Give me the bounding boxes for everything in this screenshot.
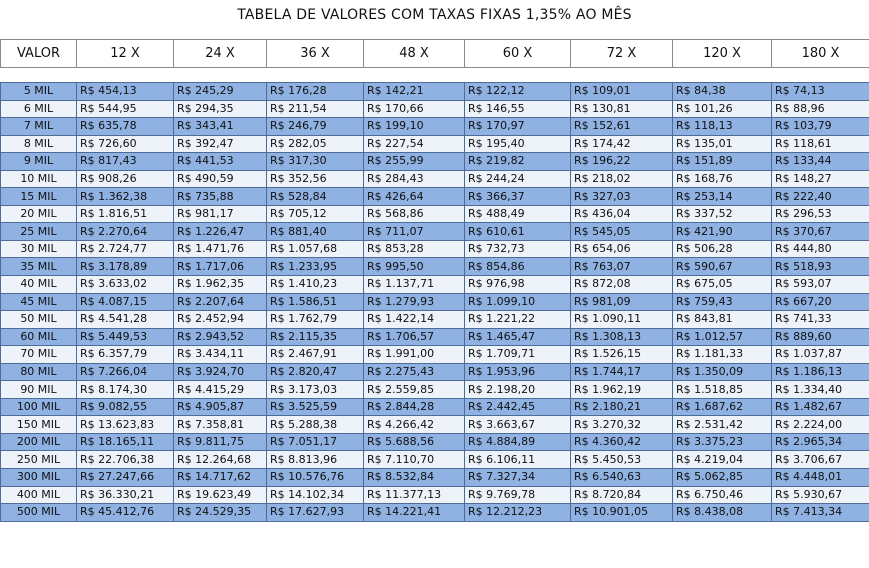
installment-cell: R$ 88,96 [772,100,869,118]
installment-cell: R$ 22.706,38 [77,451,174,469]
installment-cell: R$ 148,27 [772,170,869,188]
installment-cell: R$ 133,44 [772,153,869,171]
installment-cell: R$ 101,26 [673,100,772,118]
installment-cell: R$ 146,55 [465,100,571,118]
installment-cell: R$ 3.375,23 [673,433,772,451]
table-row [1,328,869,346]
installment-cell: R$ 454,13 [77,83,174,101]
installment-cell: R$ 1.744,17 [571,363,673,381]
installment-cell: R$ 667,20 [772,293,869,311]
installment-cell: R$ 426,64 [364,188,465,206]
installment-cell: R$ 7.358,81 [174,416,267,434]
installment-cell: R$ 4.905,87 [174,398,267,416]
installment-cell: R$ 889,60 [772,328,869,346]
installment-cell: R$ 3.663,67 [465,416,571,434]
installment-cell: R$ 4.884,89 [465,433,571,451]
header-120x: 120 X [673,40,772,68]
installment-cell: R$ 1.762,79 [267,311,364,329]
installment-cell: R$ 246,79 [267,118,364,136]
table-header [1,40,869,68]
installment-cell: R$ 12.212,23 [465,504,571,522]
table-row [1,311,869,329]
installment-cell: R$ 244,24 [465,170,571,188]
installment-cell: R$ 12.264,68 [174,451,267,469]
installment-cell: R$ 7.413,34 [772,504,869,522]
installment-cell: R$ 253,14 [673,188,772,206]
installment-cell: R$ 18.165,11 [77,433,174,451]
installment-cell: R$ 5.688,56 [364,433,465,451]
installment-cell: R$ 10.576,76 [267,469,364,487]
installment-cell: R$ 343,41 [174,118,267,136]
installment-cell: R$ 635,78 [77,118,174,136]
installment-cell: R$ 8.174,30 [77,381,174,399]
installment-cell: R$ 1.186,13 [772,363,869,381]
installment-cell: R$ 1.137,71 [364,276,465,294]
installment-cell: R$ 1.279,93 [364,293,465,311]
installment-cell: R$ 6.357,79 [77,346,174,364]
installment-cell: R$ 4.087,15 [77,293,174,311]
installment-cell: R$ 1.099,10 [465,293,571,311]
table-row [1,205,869,223]
installment-cell: R$ 1.482,67 [772,398,869,416]
installment-cell: R$ 6.540,63 [571,469,673,487]
installment-cell: R$ 282,05 [267,135,364,153]
table-row [1,469,869,487]
header-48x: 48 X [364,40,465,68]
installment-cell: R$ 8.813,96 [267,451,364,469]
installment-cell: R$ 2.198,20 [465,381,571,399]
header-24x: 24 X [174,40,267,68]
valor-cell: 50 MIL [1,311,77,329]
installment-cell: R$ 2.965,34 [772,433,869,451]
installment-cell: R$ 19.623,49 [174,486,267,504]
header-60x: 60 X [465,40,571,68]
valor-cell: 250 MIL [1,451,77,469]
installment-cell: R$ 4.541,28 [77,311,174,329]
installment-cell: R$ 881,40 [267,223,364,241]
installment-cell: R$ 74,13 [772,83,869,101]
installment-cell: R$ 817,43 [77,153,174,171]
table-row [1,170,869,188]
installment-cell: R$ 3.270,32 [571,416,673,434]
installment-cell: R$ 981,09 [571,293,673,311]
installment-cell: R$ 1.221,22 [465,311,571,329]
table-row [1,504,869,522]
installment-cell: R$ 1.518,85 [673,381,772,399]
installment-cell: R$ 2.270,64 [77,223,174,241]
installment-cell: R$ 1.706,57 [364,328,465,346]
valor-cell: 400 MIL [1,486,77,504]
installment-cell: R$ 7.266,04 [77,363,174,381]
installment-cell: R$ 4.219,04 [673,451,772,469]
installment-cell: R$ 109,01 [571,83,673,101]
installment-cell: R$ 726,60 [77,135,174,153]
installment-cell: R$ 2.452,94 [174,311,267,329]
installment-cell: R$ 284,43 [364,170,465,188]
installment-cell: R$ 366,37 [465,188,571,206]
installment-cell: R$ 995,50 [364,258,465,276]
installment-cell: R$ 176,28 [267,83,364,101]
valor-cell: 6 MIL [1,100,77,118]
table-body [1,83,869,522]
installment-cell: R$ 1.526,15 [571,346,673,364]
installment-cell: R$ 142,21 [364,83,465,101]
header-180x: 180 X [772,40,869,68]
installment-cell: R$ 245,29 [174,83,267,101]
header-12x: 12 X [77,40,174,68]
installment-cell: R$ 337,52 [673,205,772,223]
installment-cell: R$ 981,17 [174,205,267,223]
installment-cell: R$ 2.224,00 [772,416,869,434]
installment-cell: R$ 1.410,23 [267,276,364,294]
table-row [1,118,869,136]
installment-cell: R$ 5.288,38 [267,416,364,434]
installment-cell: R$ 227,54 [364,135,465,153]
installment-cell: R$ 8.720,84 [571,486,673,504]
header-spacer [1,68,869,83]
valor-cell: 90 MIL [1,381,77,399]
installment-cell: R$ 9.769,78 [465,486,571,504]
table-row [1,381,869,399]
installment-cell: R$ 11.377,13 [364,486,465,504]
installment-cell: R$ 170,97 [465,118,571,136]
installment-cell: R$ 135,01 [673,135,772,153]
installment-cell: R$ 1.471,76 [174,240,267,258]
valor-cell: 30 MIL [1,240,77,258]
installment-cell: R$ 2.275,43 [364,363,465,381]
installment-cell: R$ 2.207,64 [174,293,267,311]
installment-cell: R$ 1.962,35 [174,276,267,294]
installment-cell: R$ 1.717,06 [174,258,267,276]
installment-cell: R$ 118,13 [673,118,772,136]
installment-cell: R$ 5.930,67 [772,486,869,504]
installment-cell: R$ 218,02 [571,170,673,188]
installment-cell: R$ 6.750,46 [673,486,772,504]
installment-cell: R$ 10.901,05 [571,504,673,522]
installment-cell: R$ 1.465,47 [465,328,571,346]
installment-cell: R$ 1.181,33 [673,346,772,364]
valor-cell: 9 MIL [1,153,77,171]
table-row [1,451,869,469]
installment-cell: R$ 195,40 [465,135,571,153]
installment-cell: R$ 14.717,62 [174,469,267,487]
header-36x: 36 X [267,40,364,68]
table-row [1,153,869,171]
valor-cell: 35 MIL [1,258,77,276]
installment-cell: R$ 3.924,70 [174,363,267,381]
installment-cell: R$ 1.012,57 [673,328,772,346]
installment-cell: R$ 7.051,17 [267,433,364,451]
table-row [1,223,869,241]
valor-cell: 7 MIL [1,118,77,136]
installment-cell: R$ 27.247,66 [77,469,174,487]
table-title: TABELA DE VALORES COM TAXAS FIXAS 1,35% AO MÊS [237,7,632,23]
installment-cell: R$ 518,93 [772,258,869,276]
installment-cell: R$ 544,95 [77,100,174,118]
installment-cell: R$ 8.438,08 [673,504,772,522]
table-row [1,83,869,101]
installment-cell: R$ 36.330,21 [77,486,174,504]
installment-cell: R$ 506,28 [673,240,772,258]
installment-cell: R$ 705,12 [267,205,364,223]
table-row [1,398,869,416]
installment-cell: R$ 976,98 [465,276,571,294]
installment-cell: R$ 2.180,21 [571,398,673,416]
installment-cell: R$ 488,49 [465,205,571,223]
installment-cell: R$ 590,67 [673,258,772,276]
installment-cell: R$ 1.953,96 [465,363,571,381]
installment-cell: R$ 872,08 [571,276,673,294]
installment-cell: R$ 741,33 [772,311,869,329]
installment-cell: R$ 2.467,91 [267,346,364,364]
valor-cell: 40 MIL [1,276,77,294]
installment-cell: R$ 843,81 [673,311,772,329]
installment-cell: R$ 2.844,28 [364,398,465,416]
installment-cell: R$ 1.586,51 [267,293,364,311]
installment-cell: R$ 675,05 [673,276,772,294]
installment-cell: R$ 151,89 [673,153,772,171]
valor-cell: 200 MIL [1,433,77,451]
installment-cell: R$ 14.102,34 [267,486,364,504]
installment-cell: R$ 3.173,03 [267,381,364,399]
installment-cell: R$ 1.350,09 [673,363,772,381]
table-row [1,363,869,381]
installment-cell: R$ 1.962,19 [571,381,673,399]
header-72x: 72 X [571,40,673,68]
installment-cell: R$ 170,66 [364,100,465,118]
installment-cell: R$ 8.532,84 [364,469,465,487]
installment-cell: R$ 2.724,77 [77,240,174,258]
installment-cell: R$ 2.943,52 [174,328,267,346]
valor-cell: 45 MIL [1,293,77,311]
valor-cell: 100 MIL [1,398,77,416]
installment-cell: R$ 732,73 [465,240,571,258]
installment-cell: R$ 3.525,59 [267,398,364,416]
installment-cell: R$ 2.820,47 [267,363,364,381]
installment-cell: R$ 568,86 [364,205,465,223]
valor-cell: 500 MIL [1,504,77,522]
installment-cell: R$ 211,54 [267,100,364,118]
table-row [1,258,869,276]
installment-cell: R$ 296,53 [772,205,869,223]
installment-cell: R$ 545,05 [571,223,673,241]
installment-cell: R$ 1.233,95 [267,258,364,276]
valor-cell: 60 MIL [1,328,77,346]
installment-cell: R$ 1.226,47 [174,223,267,241]
installment-cell: R$ 196,22 [571,153,673,171]
installment-cell: R$ 1.090,11 [571,311,673,329]
installment-cell: R$ 4.266,42 [364,416,465,434]
valor-cell: 25 MIL [1,223,77,241]
installment-cell: R$ 421,90 [673,223,772,241]
valor-cell: 8 MIL [1,135,77,153]
installment-cell: R$ 174,42 [571,135,673,153]
table-row [1,135,869,153]
installment-cell: R$ 14.221,41 [364,504,465,522]
installment-cell: R$ 2.559,85 [364,381,465,399]
installment-cell: R$ 3.178,89 [77,258,174,276]
installment-cell: R$ 2.442,45 [465,398,571,416]
table-row [1,293,869,311]
table-row [1,276,869,294]
installment-cell: R$ 490,59 [174,170,267,188]
installment-cell: R$ 1.308,13 [571,328,673,346]
installment-cell: R$ 1.334,40 [772,381,869,399]
header-valor: VALOR [1,40,77,68]
installment-cell: R$ 327,03 [571,188,673,206]
rates-table [0,39,869,522]
installment-cell: R$ 1.037,87 [772,346,869,364]
valor-cell: 70 MIL [1,346,77,364]
installment-cell: R$ 392,47 [174,135,267,153]
installment-cell: R$ 610,61 [465,223,571,241]
table-row [1,416,869,434]
installment-cell: R$ 168,76 [673,170,772,188]
installment-cell: R$ 763,07 [571,258,673,276]
installment-cell: R$ 17.627,93 [267,504,364,522]
installment-cell: R$ 3.706,67 [772,451,869,469]
installment-cell: R$ 45.412,76 [77,504,174,522]
installment-cell: R$ 654,06 [571,240,673,258]
valor-cell: 5 MIL [1,83,77,101]
installment-cell: R$ 222,40 [772,188,869,206]
installment-cell: R$ 5.062,85 [673,469,772,487]
installment-cell: R$ 1.709,71 [465,346,571,364]
installment-cell: R$ 436,04 [571,205,673,223]
installment-cell: R$ 122,12 [465,83,571,101]
installment-cell: R$ 1.991,00 [364,346,465,364]
installment-cell: R$ 5.449,53 [77,328,174,346]
installment-cell: R$ 13.623,83 [77,416,174,434]
installment-cell: R$ 528,84 [267,188,364,206]
installment-cell: R$ 4.360,42 [571,433,673,451]
table-row [1,240,869,258]
installment-cell: R$ 1.422,14 [364,311,465,329]
installment-cell: R$ 2.531,42 [673,416,772,434]
installment-cell: R$ 853,28 [364,240,465,258]
installment-cell: R$ 130,81 [571,100,673,118]
installment-cell: R$ 219,82 [465,153,571,171]
installment-cell: R$ 444,80 [772,240,869,258]
table-row [1,188,869,206]
installment-cell: R$ 7.327,34 [465,469,571,487]
installment-cell: R$ 3.434,11 [174,346,267,364]
valor-cell: 15 MIL [1,188,77,206]
installment-cell: R$ 4.415,29 [174,381,267,399]
table-row [1,486,869,504]
installment-cell: R$ 5.450,53 [571,451,673,469]
installment-cell: R$ 1.687,62 [673,398,772,416]
valor-cell: 10 MIL [1,170,77,188]
table-row [1,433,869,451]
installment-cell: R$ 24.529,35 [174,504,267,522]
installment-cell: R$ 441,53 [174,153,267,171]
valor-cell: 80 MIL [1,363,77,381]
valor-cell: 20 MIL [1,205,77,223]
installment-cell: R$ 1.816,51 [77,205,174,223]
installment-cell: R$ 711,07 [364,223,465,241]
installment-cell: R$ 6.106,11 [465,451,571,469]
installment-cell: R$ 255,99 [364,153,465,171]
installment-cell: R$ 118,61 [772,135,869,153]
installment-cell: R$ 84,38 [673,83,772,101]
installment-cell: R$ 9.082,55 [77,398,174,416]
installment-cell: R$ 152,61 [571,118,673,136]
installment-cell: R$ 103,79 [772,118,869,136]
installment-cell: R$ 352,56 [267,170,364,188]
installment-cell: R$ 1.057,68 [267,240,364,258]
installment-cell: R$ 199,10 [364,118,465,136]
installment-cell: R$ 370,67 [772,223,869,241]
installment-cell: R$ 3.633,02 [77,276,174,294]
installment-cell: R$ 4.448,01 [772,469,869,487]
installment-cell: R$ 9.811,75 [174,433,267,451]
valor-cell: 150 MIL [1,416,77,434]
installment-cell: R$ 2.115,35 [267,328,364,346]
table-row [1,100,869,118]
installment-cell: R$ 7.110,70 [364,451,465,469]
valor-cell: 300 MIL [1,469,77,487]
installment-cell: R$ 735,88 [174,188,267,206]
installment-cell: R$ 294,35 [174,100,267,118]
installment-cell: R$ 317,30 [267,153,364,171]
installment-cell: R$ 908,26 [77,170,174,188]
installment-cell: R$ 854,86 [465,258,571,276]
installment-cell: R$ 593,07 [772,276,869,294]
installment-cell: R$ 1.362,38 [77,188,174,206]
installment-cell: R$ 759,43 [673,293,772,311]
table-row [1,346,869,364]
